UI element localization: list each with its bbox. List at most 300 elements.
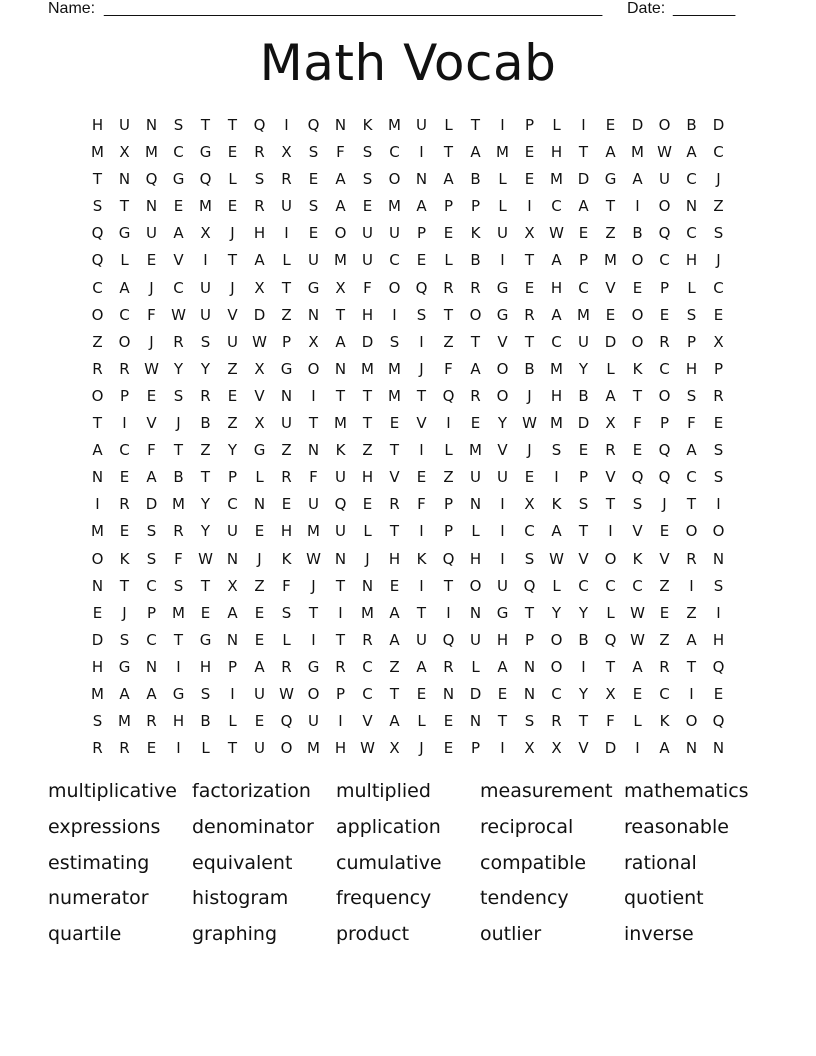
grid-letter: P <box>659 278 670 297</box>
grid-letter: L <box>228 712 237 731</box>
grid-letter: X <box>281 143 292 162</box>
grid-letter: U <box>254 684 265 703</box>
grid-letter: A <box>551 522 562 541</box>
grid-letter: E <box>173 197 184 216</box>
grid-letter: K <box>362 116 373 134</box>
grid-letter: N <box>361 576 374 595</box>
grid-letter: W <box>198 549 213 568</box>
grid-letter: C <box>713 143 724 162</box>
grid-letter: O <box>604 549 617 568</box>
grid-letter: C <box>146 630 157 649</box>
grid-letter: V <box>578 549 589 568</box>
grid-letter: M <box>388 359 401 378</box>
grid-letter: I <box>635 197 640 216</box>
grid-letter: I <box>689 576 694 595</box>
grid-letter: C <box>686 224 697 243</box>
grid-letter: E <box>389 576 400 595</box>
grid-letter: E <box>416 251 427 270</box>
grid-letter: A <box>551 251 562 270</box>
grid-letter: R <box>443 278 454 297</box>
grid-letter: O <box>496 386 509 405</box>
grid-letter: O <box>496 359 509 378</box>
grid-letter: J <box>419 359 424 378</box>
grid-letter: B <box>470 251 481 270</box>
grid-letter: T <box>470 116 481 134</box>
grid-letter: C <box>605 576 616 595</box>
grid-letter: Q <box>631 468 644 487</box>
grid-letter: M <box>91 522 104 541</box>
grid-letter: E <box>200 603 211 622</box>
grid-letter: X <box>605 684 616 703</box>
grid-letter: G <box>172 170 185 189</box>
grid-letter: T <box>470 332 481 351</box>
grid-letter: Q <box>199 170 212 189</box>
grid-letter: V <box>497 332 508 351</box>
grid-letter: L <box>498 197 507 216</box>
grid-letter: N <box>145 116 158 134</box>
grid-letter: C <box>389 251 400 270</box>
grid-letter: U <box>227 522 238 541</box>
grid-letter: P <box>686 332 697 351</box>
grid-letter: H <box>685 359 698 378</box>
grid-letter: X <box>389 739 400 758</box>
grid-letter: C <box>578 278 589 297</box>
grid-letter: V <box>416 414 427 433</box>
grid-letter: E <box>254 712 265 731</box>
grid-letter: O <box>631 305 644 324</box>
grid-letter: J <box>149 332 154 351</box>
grid-letter: S <box>173 576 184 595</box>
grid-letter: P <box>443 495 454 514</box>
grid-letter: P <box>713 359 724 378</box>
grid-letter: C <box>659 359 670 378</box>
grid-letter: C <box>119 441 130 460</box>
grid-letter: B <box>200 712 211 731</box>
grid-letter: P <box>335 684 346 703</box>
grid-letter: A <box>686 630 697 649</box>
grid-letter: N <box>307 441 320 460</box>
grid-letter: R <box>281 170 292 189</box>
grid-letter: E <box>713 414 724 433</box>
grid-letter: H <box>361 305 374 324</box>
grid-letter: C <box>362 684 373 703</box>
grid-letter: T <box>524 251 535 270</box>
grid-letter: M <box>496 143 509 162</box>
grid-letter: C <box>551 684 562 703</box>
grid-letter: E <box>605 305 616 324</box>
grid-letter: N <box>469 495 482 514</box>
grid-letter: N <box>91 576 104 595</box>
grid-letter: I <box>176 657 181 676</box>
grid-letter: G <box>253 441 266 460</box>
grid-letter: P <box>227 468 238 487</box>
grid-letter: F <box>336 143 345 162</box>
grid-letter: L <box>255 468 264 487</box>
grid-letter: Z <box>659 630 670 649</box>
grid-letter: W <box>549 549 564 568</box>
grid-letter: I <box>419 441 424 460</box>
grid-letter: E <box>119 468 130 487</box>
grid-letter: D <box>577 414 590 433</box>
word-bank-item: multiplied <box>336 780 431 802</box>
grid-letter: T <box>281 278 292 297</box>
grid-letter: E <box>281 495 292 514</box>
grid-letter: X <box>119 143 130 162</box>
grid-letter: T <box>92 170 103 189</box>
grid-letter: E <box>146 739 157 758</box>
grid-letter: A <box>146 684 157 703</box>
word-bank-item: histogram <box>192 887 289 910</box>
grid-letter: J <box>149 278 154 297</box>
grid-letter: A <box>389 603 400 622</box>
grid-letter: C <box>686 170 697 189</box>
grid-letter: X <box>308 332 319 351</box>
grid-letter: S <box>254 170 265 189</box>
grid-letter: L <box>228 170 237 189</box>
grid-letter: E <box>254 630 265 649</box>
grid-letter: E <box>254 603 265 622</box>
grid-letter: A <box>605 143 616 162</box>
grid-letter: Z <box>200 441 211 460</box>
grid-letter: T <box>335 386 346 405</box>
grid-letter: I <box>716 603 721 622</box>
grid-letter: I <box>392 305 397 324</box>
grid-letter: T <box>308 414 319 433</box>
grid-letter: F <box>633 414 642 433</box>
word-bank-item: quotient <box>624 887 704 910</box>
grid-letter: D <box>361 332 374 351</box>
grid-letter: H <box>199 657 212 676</box>
grid-letter: V <box>362 712 373 731</box>
grid-letter: E <box>362 495 373 514</box>
grid-letter: S <box>389 332 400 351</box>
grid-letter: N <box>442 684 455 703</box>
grid-letter: U <box>335 522 346 541</box>
grid-letter: U <box>362 251 373 270</box>
grid-letter: V <box>497 441 508 460</box>
grid-letter: F <box>147 441 156 460</box>
grid-letter: X <box>254 359 265 378</box>
grid-letter: E <box>416 684 427 703</box>
word-bank-item: quartile <box>48 923 122 946</box>
grid-letter: C <box>119 305 130 324</box>
header-line <box>48 0 748 20</box>
grid-letter: H <box>280 522 293 541</box>
grid-letter: J <box>230 278 235 297</box>
grid-letter: C <box>362 657 373 676</box>
grid-letter: A <box>686 143 697 162</box>
grid-letter: P <box>281 332 292 351</box>
grid-letter: E <box>497 684 508 703</box>
grid-letter: E <box>362 197 373 216</box>
grid-letter: O <box>685 522 698 541</box>
grid-letter: K <box>632 549 643 568</box>
grid-letter: N <box>145 197 158 216</box>
grid-letter: I <box>284 116 289 134</box>
grid-letter: H <box>469 549 482 568</box>
grid-letter: L <box>444 116 453 134</box>
grid-letter: R <box>146 712 157 731</box>
grid-letter: E <box>524 468 535 487</box>
grid-letter: H <box>334 739 347 758</box>
grid-letter: S <box>416 305 427 324</box>
grid-letter: A <box>254 251 265 270</box>
grid-letter: T <box>497 712 508 731</box>
grid-letter: I <box>203 251 208 270</box>
grid-letter: T <box>605 495 616 514</box>
grid-letter: O <box>631 332 644 351</box>
word-bank-item: estimating <box>48 851 150 874</box>
grid-letter: E <box>227 197 238 216</box>
grid-letter: A <box>335 170 346 189</box>
grid-letter: O <box>91 386 104 405</box>
grid-letter: T <box>119 576 130 595</box>
grid-letter: E <box>227 143 238 162</box>
grid-letter: Z <box>605 224 616 243</box>
word-bank-item: rational <box>624 851 697 874</box>
grid-letter: E <box>578 441 589 460</box>
grid-letter: F <box>147 305 156 324</box>
grid-letter: Q <box>307 116 320 134</box>
grid-letter: F <box>687 414 696 433</box>
grid-letter: V <box>578 739 589 758</box>
grid-letter: A <box>686 441 697 460</box>
grid-letter: I <box>581 657 586 676</box>
word-bank-item: multiplicative <box>48 780 177 802</box>
grid-letter: O <box>631 251 644 270</box>
grid-letter: X <box>254 278 265 297</box>
grid-letter: R <box>200 386 211 405</box>
grid-letter: I <box>500 549 505 568</box>
grid-letter: H <box>91 116 104 134</box>
grid-letter: M <box>361 359 374 378</box>
grid-letter: K <box>281 549 292 568</box>
grid-letter: Q <box>253 116 266 134</box>
grid-letter: X <box>524 224 535 243</box>
grid-letter: O <box>658 197 671 216</box>
grid-letter: Z <box>443 332 454 351</box>
grid-letter: M <box>91 684 104 703</box>
grid-letter: M <box>199 197 212 216</box>
grid-letter: Q <box>658 441 671 460</box>
grid-letter: Z <box>443 468 454 487</box>
grid-letter: M <box>550 359 563 378</box>
grid-letter: D <box>712 116 725 134</box>
grid-letter: J <box>662 495 667 514</box>
grid-letter: J <box>527 386 532 405</box>
grid-letter: D <box>91 630 104 649</box>
grid-letter: D <box>577 170 590 189</box>
grid-letter: U <box>200 305 211 324</box>
grid-letter: E <box>308 224 319 243</box>
grid-letter: Y <box>497 414 508 433</box>
grid-letter: N <box>469 712 482 731</box>
grid-letter: R <box>659 657 670 676</box>
grid-letter: V <box>173 251 184 270</box>
grid-letter: Z <box>281 441 292 460</box>
grid-letter: E <box>308 170 319 189</box>
grid-letter: E <box>524 278 535 297</box>
grid-letter: T <box>389 684 400 703</box>
grid-letter: D <box>253 305 266 324</box>
grid-letter: O <box>388 278 401 297</box>
grid-letter: S <box>362 143 373 162</box>
grid-letter: H <box>91 657 104 676</box>
grid-letter: L <box>471 522 480 541</box>
grid-letter: L <box>552 116 561 134</box>
grid-letter: T <box>227 739 238 758</box>
grid-letter: X <box>227 576 238 595</box>
grid-letter: E <box>389 414 400 433</box>
grid-letter: R <box>470 386 481 405</box>
word-bank-item: denominator <box>192 815 314 838</box>
grid-letter: N <box>469 603 482 622</box>
grid-letter: Q <box>712 712 725 731</box>
grid-letter: S <box>551 441 562 460</box>
grid-letter: P <box>227 657 238 676</box>
grid-letter: O <box>307 359 320 378</box>
word-bank-item: outlier <box>480 923 542 946</box>
word-bank-item: inverse <box>624 923 694 946</box>
grid-letter: I <box>446 603 451 622</box>
grid-letter: C <box>146 576 157 595</box>
grid-letter: E <box>227 386 238 405</box>
grid-letter: G <box>307 657 320 676</box>
grid-letter: Q <box>91 251 104 270</box>
grid-letter: R <box>254 197 265 216</box>
grid-letter: Y <box>173 359 184 378</box>
grid-letter: X <box>524 495 535 514</box>
word-bank-item: measurement <box>480 780 613 802</box>
word-bank <box>48 774 768 953</box>
grid-letter: M <box>172 495 185 514</box>
grid-letter: V <box>605 468 616 487</box>
grid-letter: I <box>338 712 343 731</box>
grid-letter: G <box>199 630 212 649</box>
grid-letter: F <box>606 712 615 731</box>
grid-letter: Y <box>578 603 589 622</box>
grid-letter: W <box>657 143 672 162</box>
word-bank-item: graphing <box>192 923 277 946</box>
grid-letter: L <box>633 712 642 731</box>
grid-letter: A <box>389 630 400 649</box>
grid-letter: T <box>335 576 346 595</box>
grid-letter: X <box>335 278 346 297</box>
grid-letter: C <box>578 576 589 595</box>
grid-letter: H <box>685 251 698 270</box>
grid-letter: Q <box>658 224 671 243</box>
grid-letter: Y <box>227 441 238 460</box>
grid-letter: K <box>659 712 670 731</box>
grid-letter: R <box>713 386 724 405</box>
grid-letter: Q <box>91 224 104 243</box>
grid-letter: J <box>716 170 721 189</box>
grid-letter: A <box>335 332 346 351</box>
grid-letter: L <box>120 251 129 270</box>
grid-letter: R <box>470 278 481 297</box>
grid-letter: J <box>176 414 181 433</box>
grid-letter: L <box>417 712 426 731</box>
grid-letter: G <box>172 684 185 703</box>
grid-letter: Z <box>389 657 400 676</box>
grid-letter: I <box>95 495 100 514</box>
grid-letter: T <box>200 468 211 487</box>
grid-letter: B <box>578 386 589 405</box>
grid-letter: N <box>334 359 347 378</box>
grid-letter: T <box>227 251 238 270</box>
grid-letter: K <box>632 359 643 378</box>
grid-letter: H <box>550 386 563 405</box>
grid-letter: M <box>307 522 320 541</box>
grid-letter: I <box>338 603 343 622</box>
grid-letter: T <box>443 576 454 595</box>
grid-letter: A <box>470 359 481 378</box>
grid-letter: S <box>92 712 103 731</box>
grid-letter: V <box>389 468 400 487</box>
grid-letter: T <box>632 386 643 405</box>
word-bank-item: reasonable <box>624 815 729 838</box>
grid-letter: S <box>119 630 130 649</box>
grid-letter: H <box>550 143 563 162</box>
grid-letter: U <box>308 495 319 514</box>
grid-letter: O <box>388 170 401 189</box>
grid-letter: N <box>280 386 293 405</box>
grid-letter: L <box>687 278 696 297</box>
grid-letter: Z <box>281 305 292 324</box>
word-bank-item: application <box>336 815 441 838</box>
grid-letter: V <box>227 305 238 324</box>
name-blank: ________________________________________________________ <box>104 0 603 17</box>
grid-letter: E <box>713 684 724 703</box>
grid-letter: L <box>444 251 453 270</box>
grid-letter: A <box>389 712 400 731</box>
grid-letter: H <box>388 549 401 568</box>
grid-letter: E <box>146 251 157 270</box>
grid-letter: S <box>308 143 319 162</box>
grid-letter: T <box>416 603 427 622</box>
grid-letter: Q <box>334 495 347 514</box>
grid-letter: R <box>119 359 130 378</box>
grid-letter: S <box>146 549 157 568</box>
grid-letter: R <box>605 441 616 460</box>
grid-letter: T <box>92 414 103 433</box>
grid-letter: T <box>578 712 589 731</box>
grid-letter: S <box>713 576 724 595</box>
grid-letter: J <box>122 603 127 622</box>
grid-letter: I <box>500 739 505 758</box>
grid-letter: T <box>362 386 373 405</box>
grid-letter: T <box>227 116 238 134</box>
grid-letter: X <box>200 224 211 243</box>
grid-letter: E <box>119 522 130 541</box>
grid-letter: S <box>281 603 292 622</box>
grid-letter: R <box>119 495 130 514</box>
grid-letter: E <box>524 143 535 162</box>
grid-letter: M <box>361 603 374 622</box>
grid-letter: L <box>498 170 507 189</box>
grid-letter: N <box>307 305 320 324</box>
grid-letter: S <box>713 224 724 243</box>
grid-letter: O <box>307 684 320 703</box>
grid-letter: J <box>716 251 721 270</box>
grid-letter: P <box>443 197 454 216</box>
grid-letter: A <box>119 684 130 703</box>
word-bank-item: cumulative <box>336 851 442 874</box>
grid-letter: E <box>443 224 454 243</box>
grid-letter: U <box>281 197 292 216</box>
grid-letter: S <box>578 495 589 514</box>
grid-letter: J <box>230 224 235 243</box>
